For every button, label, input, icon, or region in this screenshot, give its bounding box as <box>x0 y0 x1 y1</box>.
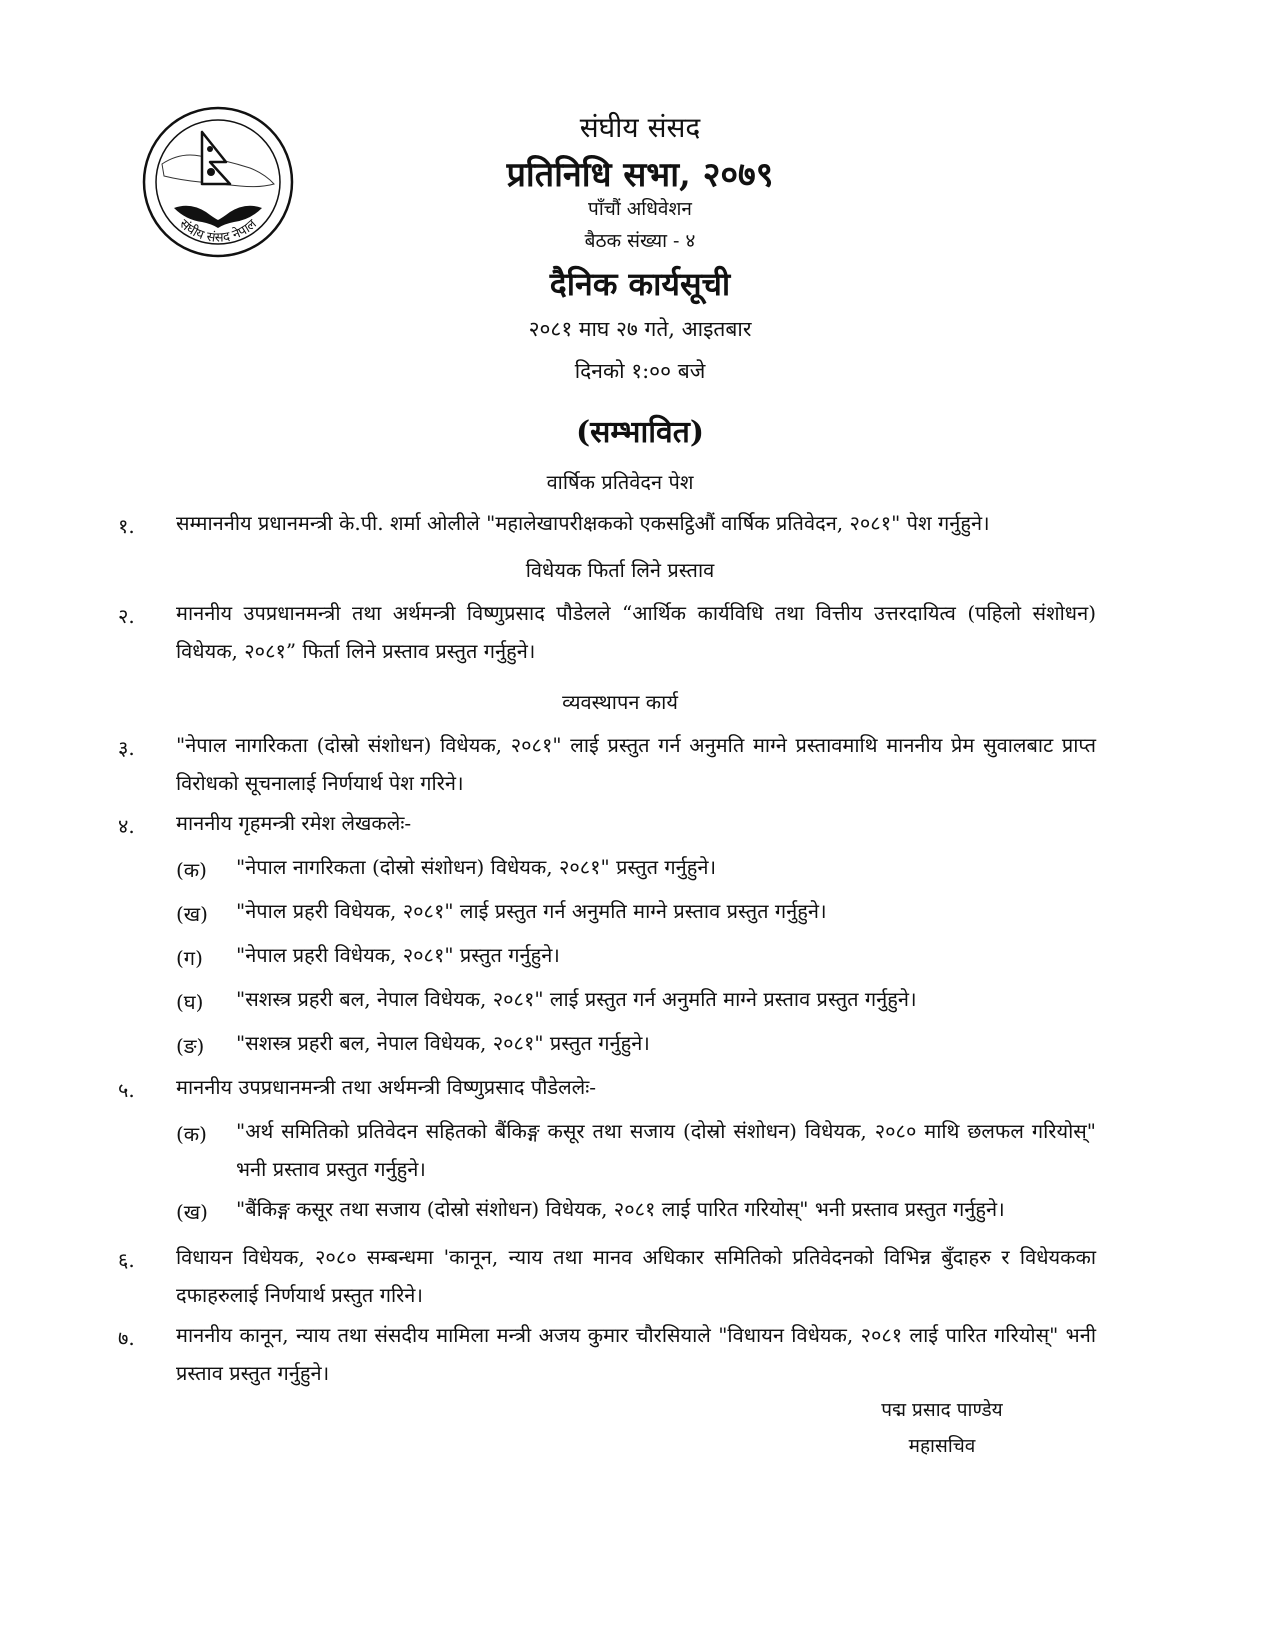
item-number: ७. <box>118 1326 135 1350</box>
item-number: ६. <box>118 1248 135 1272</box>
sub-item-text: "सशस्त्र प्रहरी बल, नेपाल विधेयक, २०८१" प्रस्तुत गर्नुहुने। <box>236 1031 650 1055</box>
sub-item-text: "बैंकिङ्ग कसूर तथा सजाय (दोस्रो संशोधन) विधेयक, २०८१ लाई पारित गरियोस्" भनी प्रस्ताव प्रस्तुत गर्नुहुने। <box>236 1197 1005 1221</box>
emblem-logo-text: संघीय संसद नेपाल <box>176 216 260 246</box>
item-number: २. <box>118 604 135 628</box>
item-number: १. <box>118 514 135 538</box>
meeting-date: २०८१ माघ २७ गते, आइतबार <box>528 317 752 341</box>
item-number: ४. <box>118 814 135 838</box>
section-heading-bill-withdrawal: विधेयक फिर्ता लिने प्रस्ताव <box>525 558 715 582</box>
agenda-title: दैनिक कार्यसूची <box>549 265 731 303</box>
sub-item-label: (ख) <box>176 902 208 926</box>
agenda-item-text: माननीय गृहमन्त्री रमेश लेखकलेः- <box>176 811 412 835</box>
parliament-name: संघीय संसद <box>579 111 701 144</box>
meeting-number: बैठक संख्या - ४ <box>584 230 696 252</box>
sub-item-text: "अर्थ समितिको प्रतिवेदन सहितको बैंकिङ्ग कसूर तथा सजाय (दोस्रो संशोधन) विधेयक, २०८० माथि छलफल गरियोस्" भनी प्रस्ताव प्रस्तुत गर्नुहुने। <box>236 1119 1096 1181</box>
sub-item-text: "नेपाल प्रहरी विधेयक, २०८१" प्रस्तुत गर्नुहुने। <box>236 943 560 967</box>
agenda-item-text: माननीय उपप्रधानमन्त्री तथा अर्थमन्त्री विष्णुप्रसाद पौडेललेः- <box>176 1075 597 1099</box>
parliament-emblem-icon <box>140 104 296 260</box>
item-number: ३. <box>118 736 135 760</box>
session-label: पाँचौं अधिवेशन <box>588 198 692 220</box>
agenda-item-text: सम्माननीय प्रधानमन्त्री के.पी. शर्मा ओलीले "महालेखापरीक्षकको एकसट्ठिऔं वार्षिक प्रतिवेदन, २०८१" पेश गर्नुहुने। <box>176 511 990 535</box>
section-heading-legislative: व्यवस्थापन कार्य <box>562 690 678 714</box>
tentative-label: (सम्भावित) <box>575 415 705 450</box>
sub-item-text: "सशस्त्र प्रहरी बल, नेपाल विधेयक, २०८१" लाई प्रस्तुत गर्न अनुमति माग्ने प्रस्ताव प्रस्तुत गर्नुहुने। <box>236 987 917 1011</box>
item-number: ५. <box>118 1078 135 1102</box>
sub-item-text: "नेपाल प्रहरी विधेयक, २०८१" लाई प्रस्तुत गर्न अनुमति माग्ने प्रस्ताव प्रस्तुत गर्नुहुने। <box>236 899 827 923</box>
sub-item-label: (क) <box>176 1122 207 1146</box>
agenda-item-text: विधायन विधेयक, २०८० सम्बन्धमा 'कानून, न्याय तथा मानव अधिकार समितिको प्रतिवेदनको विभिन्न बुँदाहरु र विधेयकका दफाहरुलाई निर्णयार्थ प्रस्तुत गरिने। <box>176 1245 1096 1307</box>
sub-item-label: (क) <box>176 858 207 882</box>
signatory-name: पद्म प्रसाद पाण्डेय <box>881 1399 1003 1421</box>
sub-item-label: (ख) <box>176 1200 208 1224</box>
agenda-item-text: "नेपाल नागरिकता (दोस्रो संशोधन) विधेयक, २०८१" लाई प्रस्तुत गर्न अनुमति माग्ने प्रस्तावमाथि माननीय प्रेम सुवालबाट प्राप्त विरोधको सूचनालाई निर्णयार्थ पेश गरिने। <box>176 733 1096 795</box>
signatory-title: महासचिव <box>908 1435 976 1457</box>
sub-item-text: "नेपाल नागरिकता (दोस्रो संशोधन) विधेयक, २०८१" प्रस्तुत गर्नुहुने। <box>236 855 717 879</box>
house-title: प्रतिनिधि सभा, २०७९ <box>506 155 774 195</box>
agenda-item-text: माननीय उपप्रधानमन्त्री तथा अर्थमन्त्री विष्णुप्रसाद पौडेलले “आर्थिक कार्यविधि तथा वित्तीय उत्तरदायित्व (पहिलो संशोधन) विधेयक, २०८१” फिर्ता लिने प्रस्ताव प्रस्तुत गर्नुहुने। <box>176 601 1096 663</box>
meeting-time: दिनको १:०० बजे <box>574 359 706 383</box>
sub-item-label: (घ) <box>176 990 204 1014</box>
sub-item-label: (ग) <box>176 946 203 970</box>
sub-item-label: (ङ) <box>176 1034 205 1058</box>
section-heading-annual-report: वार्षिक प्रतिवेदन पेश <box>546 470 694 494</box>
agenda-item-text: माननीय कानून, न्याय तथा संसदीय मामिला मन्त्री अजय कुमार चौरसियाले "विधायन विधेयक, २०८१ लाई पारित गरियोस्" भनी प्रस्ताव प्रस्तुत गर्नुहुने। <box>176 1323 1096 1385</box>
